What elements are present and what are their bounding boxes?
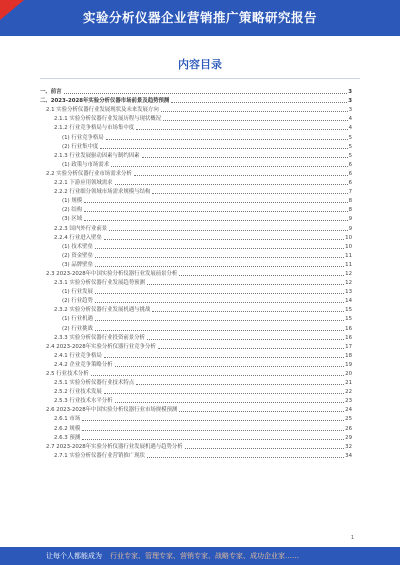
toc-entry-text: 2.2 实验分析仪器行业市场需求分析 bbox=[46, 170, 132, 177]
toc-entry-page: 16 bbox=[345, 325, 352, 332]
toc-entry-page: 8 bbox=[348, 207, 352, 214]
toc-entry-text: 2.3.3 实验分析仪器行业投资前景分析 bbox=[54, 334, 145, 341]
toc-entry-text: 2.1.2 行业竞争格局与市场集中度 bbox=[54, 125, 135, 132]
toc-leader-dots bbox=[95, 320, 344, 321]
toc-entry-text: 2.1 实验分析仪器行业发展现状及未来发展方向 bbox=[46, 107, 159, 114]
toc-entry-page: 3 bbox=[348, 89, 352, 96]
toc-entry-text: (2) 资金壁垒 bbox=[62, 252, 93, 259]
toc-entry-page: 12 bbox=[345, 280, 352, 287]
toc-entry[interactable] bbox=[40, 141, 352, 150]
toc-entry-page: 7 bbox=[348, 189, 352, 196]
toc-entry-page: 16 bbox=[345, 334, 352, 341]
toc-entry-page: 29 bbox=[345, 434, 352, 441]
toc-entry[interactable] bbox=[40, 113, 352, 122]
toc-entry[interactable] bbox=[40, 422, 352, 431]
toc-entry-text: 2.6.2 规模 bbox=[54, 425, 81, 432]
toc-entry-text: (3) 品牌壁垒 bbox=[62, 261, 93, 268]
toc-leader-dots bbox=[95, 266, 344, 267]
toc-entry[interactable] bbox=[40, 313, 352, 322]
toc-entry-text: (2) 行业趋势 bbox=[62, 298, 93, 305]
toc-leader-dots bbox=[100, 148, 347, 149]
toc-entry[interactable] bbox=[40, 150, 352, 159]
toc-leader-dots bbox=[152, 311, 344, 312]
toc-leader-dots bbox=[95, 257, 344, 258]
toc-leader-dots bbox=[82, 430, 344, 431]
toc-entry[interactable] bbox=[40, 250, 352, 259]
footer-roles: 行业专家、管理专家、营销专家、战略专家、成功企业家…… bbox=[110, 552, 299, 560]
toc-entry-text: 2.5.3 行业技术水平分析 bbox=[54, 398, 113, 405]
toc-entry-page: 21 bbox=[345, 380, 352, 387]
toc-entry-page: 19 bbox=[345, 361, 352, 368]
toc-entry[interactable] bbox=[40, 177, 352, 186]
toc-leader-dots bbox=[64, 93, 348, 94]
footer-lead: 让每个人都能成为 bbox=[46, 552, 102, 560]
toc-entry-page: 15 bbox=[345, 316, 352, 323]
toc-leader-dots bbox=[109, 230, 347, 231]
toc-entry-text: 2.1.3 行业发展驱动因素与制约因素 bbox=[54, 152, 140, 159]
page-number: 1 bbox=[350, 535, 354, 541]
toc-leader-dots bbox=[147, 457, 344, 458]
toc-entry-text: 2.5 行业技术分析 bbox=[46, 371, 89, 377]
toc-entry[interactable] bbox=[40, 450, 352, 459]
toc-heading: 内容目录 bbox=[178, 58, 222, 71]
toc-entry-text: 2.1.1 实验分析仪器行业发展历程与现状概况 bbox=[54, 116, 162, 123]
toc-leader-dots bbox=[111, 166, 347, 167]
toc-entry-page: 5 bbox=[348, 143, 352, 150]
toc-entry[interactable] bbox=[40, 432, 352, 441]
footer-band bbox=[0, 547, 400, 565]
toc-entry[interactable] bbox=[40, 186, 352, 195]
toc-entry-page: 4 bbox=[348, 125, 352, 132]
toc-entry-page: 9 bbox=[348, 216, 352, 223]
toc-entry-text: (1) 行业发展 bbox=[62, 289, 93, 296]
toc-entry[interactable] bbox=[40, 341, 352, 350]
document-title: 实验分析仪器企业营销推广策略研究报告 bbox=[82, 10, 317, 25]
toc-entry-page: 18 bbox=[345, 352, 352, 359]
toc-entry[interactable] bbox=[40, 122, 352, 131]
toc-entry[interactable] bbox=[40, 332, 352, 341]
toc-entry-page: 3 bbox=[348, 98, 352, 105]
toc-entry[interactable] bbox=[40, 386, 352, 395]
toc-entry-page: 26 bbox=[345, 425, 352, 432]
toc-entry-page: 24 bbox=[345, 407, 352, 414]
toc-entry[interactable] bbox=[40, 322, 352, 331]
toc-leader-dots bbox=[115, 402, 345, 403]
toc-entry-text: (1) 行业竞争格局 bbox=[62, 134, 104, 141]
toc-leader-dots bbox=[84, 202, 347, 203]
toc-entry[interactable] bbox=[40, 241, 352, 250]
toc-entry[interactable] bbox=[40, 268, 352, 277]
toc-leader-dots bbox=[104, 393, 344, 394]
toc-entry[interactable] bbox=[40, 377, 352, 386]
toc-entry-text: 2.5.2 行业技术发展 bbox=[54, 389, 102, 396]
toc-entry-text: (1) 政策与市场需求 bbox=[62, 161, 110, 168]
toc-entry-text: 2.2.1 下游应用领域需求 bbox=[54, 180, 113, 187]
toc-entry-page: 13 bbox=[345, 289, 352, 296]
toc-leader-dots bbox=[95, 302, 344, 303]
toc-divider bbox=[40, 78, 360, 79]
toc-leader-dots bbox=[82, 420, 344, 421]
toc-entry[interactable] bbox=[40, 168, 352, 177]
toc-entry-text: 2.2.3 国内外行业前景 bbox=[54, 225, 108, 232]
toc-entry-page: 10 bbox=[345, 243, 352, 250]
toc-entry-page: 8 bbox=[348, 198, 352, 205]
toc-entry-page: 34 bbox=[345, 452, 352, 459]
toc-leader-dots bbox=[185, 448, 344, 449]
toc-entry-page: 6 bbox=[348, 161, 352, 168]
toc-leader-dots bbox=[147, 339, 344, 340]
toc-entry-text: 2.4 2023-2028年实验分析仪器行业竞争分析 bbox=[46, 343, 156, 350]
toc-entry[interactable] bbox=[40, 286, 352, 295]
toc-leader-dots bbox=[95, 293, 344, 294]
toc-entry-text: (1) 行业机遇 bbox=[62, 316, 93, 323]
toc-entry-text: 2.6.1 市场 bbox=[54, 416, 81, 423]
toc-leader-dots bbox=[179, 411, 344, 412]
toc-entry[interactable] bbox=[40, 213, 352, 222]
toc-leader-dots bbox=[95, 248, 344, 249]
toc-leader-dots bbox=[158, 348, 344, 349]
toc-entry[interactable] bbox=[40, 404, 352, 413]
toc-entry-text: 2.7 2023-2028年实验分析仪器行业发展机遇与趋势分析 bbox=[46, 443, 183, 450]
toc-entry[interactable] bbox=[40, 441, 352, 450]
toc-leader-dots bbox=[136, 129, 347, 130]
toc-leader-dots bbox=[171, 102, 347, 103]
toc-entry-page: 6 bbox=[348, 180, 352, 187]
toc-leader-dots bbox=[152, 193, 347, 194]
toc-entry-text: 二、2023-2028年实验分析仪器市场前景及趋势预测 bbox=[40, 98, 170, 105]
toc-entry-text: (2) 结构 bbox=[62, 207, 83, 214]
toc-entry[interactable] bbox=[40, 104, 352, 113]
toc-leader-dots bbox=[106, 139, 348, 140]
toc-leader-dots bbox=[91, 375, 345, 376]
toc-leader-dots bbox=[82, 439, 344, 440]
toc-entry[interactable] bbox=[40, 368, 352, 377]
toc-entry-text: 2.7.1 实验分析仪器行业营销推广现状 bbox=[54, 452, 145, 459]
toc-entry-text: (3) 区域 bbox=[62, 216, 83, 223]
toc-entry[interactable] bbox=[40, 195, 352, 204]
toc-entry-page: 5 bbox=[348, 134, 352, 141]
toc-entry-page: 10 bbox=[345, 234, 352, 241]
toc-entry-page: 6 bbox=[348, 170, 352, 177]
toc-entry-page: 20 bbox=[345, 371, 352, 377]
toc-entry[interactable] bbox=[40, 204, 352, 213]
toc-entry-page: 22 bbox=[345, 389, 352, 396]
toc-leader-dots bbox=[142, 157, 348, 158]
toc-entry[interactable] bbox=[40, 359, 352, 368]
footer-slogan bbox=[46, 547, 299, 565]
table-of-contents bbox=[40, 86, 352, 459]
toc-leader-dots bbox=[179, 275, 344, 276]
toc-entry-page: 11 bbox=[345, 261, 352, 268]
toc-entry-text: 2.6.3 预测 bbox=[54, 434, 81, 441]
toc-entry-text: (2) 行业挑战 bbox=[62, 325, 93, 332]
toc-entry-text: 2.2.4 行业进入壁垒 bbox=[54, 234, 102, 241]
toc-leader-dots bbox=[84, 220, 347, 221]
toc-entry[interactable] bbox=[40, 395, 352, 404]
toc-entry[interactable] bbox=[40, 232, 352, 241]
toc-entry[interactable] bbox=[40, 277, 352, 286]
toc-leader-dots bbox=[147, 284, 344, 285]
toc-entry[interactable] bbox=[40, 350, 352, 359]
toc-leader-dots bbox=[95, 330, 344, 331]
toc-entry-page: 9 bbox=[348, 225, 352, 232]
toc-entry-text: 2.6 2023-2028年中国实验分析仪器行业市场规模预测 bbox=[46, 407, 178, 414]
toc-entry-page: 25 bbox=[345, 416, 352, 423]
toc-entry-text: 2.2.2 行业细分领域市场需求规模与结构 bbox=[54, 189, 151, 196]
toc-entry-page: 12 bbox=[345, 270, 352, 277]
toc-leader-dots bbox=[161, 111, 348, 112]
toc-leader-dots bbox=[104, 239, 344, 240]
toc-entry-text: (2) 行业集中度 bbox=[62, 143, 99, 150]
toc-entry[interactable] bbox=[40, 413, 352, 422]
toc-entry-page: 15 bbox=[345, 307, 352, 314]
toc-leader-dots bbox=[115, 184, 348, 185]
header-band bbox=[0, 0, 400, 36]
toc-entry-page: 23 bbox=[345, 398, 352, 405]
toc-entry[interactable] bbox=[40, 304, 352, 313]
toc-entry-page: 17 bbox=[345, 343, 352, 350]
toc-entry[interactable] bbox=[40, 95, 352, 104]
toc-entry-text: 一、前言 bbox=[40, 89, 62, 96]
toc-entry[interactable] bbox=[40, 86, 352, 95]
toc-entry[interactable] bbox=[40, 295, 352, 304]
toc-leader-dots bbox=[84, 211, 347, 212]
toc-entry[interactable] bbox=[40, 259, 352, 268]
toc-entry[interactable] bbox=[40, 159, 352, 168]
toc-entry-page: 14 bbox=[345, 298, 352, 305]
toc-entry-page: 32 bbox=[345, 443, 352, 450]
toc-entry[interactable] bbox=[40, 131, 352, 140]
toc-leader-dots bbox=[163, 120, 347, 121]
toc-leader-dots bbox=[115, 366, 345, 367]
toc-entry-text: 2.4.1 行业竞争格局 bbox=[54, 352, 102, 359]
toc-leader-dots bbox=[104, 357, 344, 358]
toc-entry-text: 2.3.1 实验分析仪器行业发展趋势预测 bbox=[54, 280, 145, 287]
toc-entry-text: 2.5.1 实验分析仪器行业技术特点 bbox=[54, 380, 135, 387]
toc-entry-text: (1) 规模 bbox=[62, 198, 83, 205]
toc-entry-page: 11 bbox=[345, 252, 352, 259]
toc-leader-dots bbox=[136, 384, 344, 385]
toc-leader-dots bbox=[134, 175, 348, 176]
toc-entry-page: 4 bbox=[348, 116, 352, 123]
toc-entry-page: 5 bbox=[348, 152, 352, 159]
toc-entry-page: 3 bbox=[348, 107, 352, 114]
toc-entry[interactable] bbox=[40, 222, 352, 231]
toc-entry-text: 2.3 2023-2028年中国实验分析仪器行业发展前景分析 bbox=[46, 270, 178, 277]
toc-entry-text: (1) 技术壁垒 bbox=[62, 243, 93, 250]
toc-entry-text: 2.3.2 实验分析仪器行业发展机遇与挑战 bbox=[54, 307, 151, 314]
toc-entry-text: 2.4.2 企业竞争策略分析 bbox=[54, 361, 113, 368]
